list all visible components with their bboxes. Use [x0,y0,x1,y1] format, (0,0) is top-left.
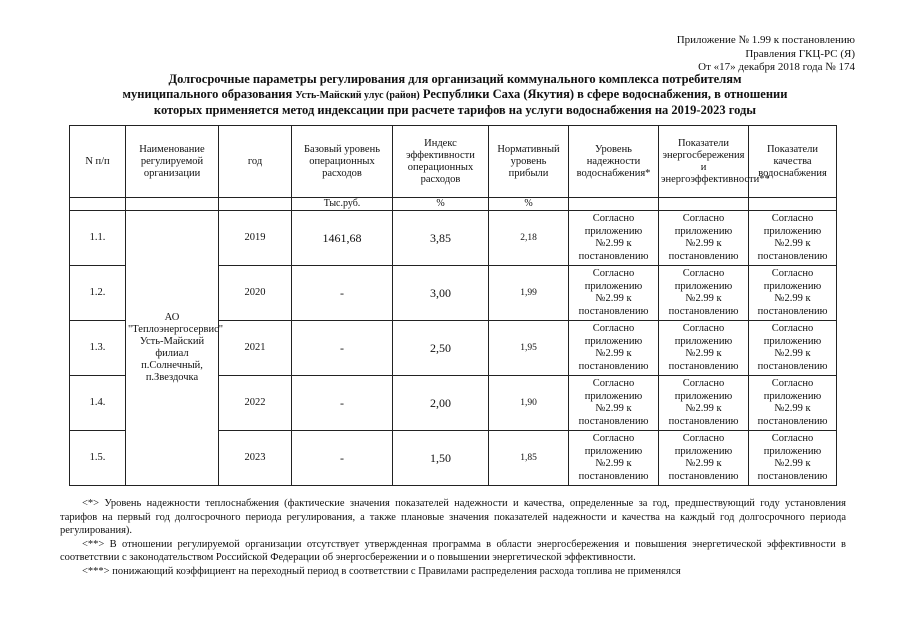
row-year: 2021 [219,321,292,376]
footnote-1: <*> Уровень надежности теплоснабжения (фактические значения показателей надежности и качества, определенные за год, предшествующий году установления тарифов на первый год долгосрочного периода регулирования, а также плановые значения показателей надежности и качества на каждый год долгосрочного периода регулирования). [60,498,846,536]
efficiency-index: 2,50 [393,321,489,376]
unit-cell [659,198,749,211]
document-title [60,72,850,118]
quality-ref: Согласно приложению №2.99 к постановлению [749,211,837,266]
header-cell: Показатели качества водоснабжения [749,126,837,198]
title-municipality: Усть-Майский улус (район) [295,90,420,101]
quality-ref: Согласно приложению №2.99 к постановлению [749,376,837,431]
unit-cell: % [489,198,569,211]
approval-line-1: Приложение № 1.99 к постановлению [676,34,855,46]
header-cell: Наименование регулируемой организации [126,126,219,198]
row-number: 1.5. [70,431,126,486]
energy-saving-ref: Согласно приложению №2.99 к постановлению [659,266,749,321]
table-row [70,211,837,266]
unit-cell [219,198,292,211]
energy-saving-ref: Согласно приложению №2.99 к постановлению [659,321,749,376]
row-number: 1.3. [70,321,126,376]
energy-saving-ref: Согласно приложению №2.99 к постановлению [659,376,749,431]
title-line-2-a: муниципального образования [122,87,293,101]
approval-line-2: Правления ГКЦ-РС (Я) [745,47,855,60]
profit-level: 2,18 [489,211,569,266]
unit-cell: Тыс.руб. [292,198,393,211]
title-line-2-b: Республики Саха (Якутия) в сфере водоснабжения, в отношении [422,87,788,101]
footnote-2: <**> В отношении регулируемой организации отсутствует утвержденная программа в области энергосбережения и повышения энергетической эффективности в соответствии с законодательством Российской Федерации об энергосбережении и о повышении энергетической эффективности. [60,538,846,563]
title-line-2 [60,87,850,103]
profit-level: 1,99 [489,266,569,321]
efficiency-index: 3,00 [393,266,489,321]
efficiency-index: 2,00 [393,376,489,431]
base-opex: - [292,431,393,486]
approval-header [555,34,855,75]
title-line-3: которых применяется метод индексации при расчете тарифов на услуги водоснабжения на 2019-2023 годы [153,103,757,117]
header-cell: год [219,126,292,198]
quality-ref: Согласно приложению №2.99 к постановлению [749,431,837,486]
profit-level: 1,85 [489,431,569,486]
reliability-ref: Согласно приложению №2.99 к постановлению [569,266,659,321]
units-row [70,198,837,211]
reliability-ref: Согласно приложению №2.99 к постановлению [569,431,659,486]
unit-cell [569,198,659,211]
reliability-ref: Согласно приложению №2.99 к постановлению [569,211,659,266]
unit-cell [126,198,219,211]
header-cell: Индекс эффективности операционных расходов [393,126,489,198]
unit-cell [749,198,837,211]
parameters-table [69,125,837,486]
header-cell: Базовый уровень операционных расходов [292,126,393,198]
header-cell: Нормативный уровень прибыли [489,126,569,198]
base-opex: - [292,266,393,321]
profit-level: 1,90 [489,376,569,431]
base-opex: - [292,376,393,431]
reliability-ref: Согласно приложению №2.99 к постановлению [569,376,659,431]
header-row [70,126,837,198]
header-cell: Показатели энергосбережения и энергоэффективности** [659,126,749,198]
profit-level: 1,95 [489,321,569,376]
approval-line-3: От «17» декабря 2018 года № 174 [698,61,855,73]
row-year: 2023 [219,431,292,486]
reliability-ref: Согласно приложению №2.99 к постановлению [569,321,659,376]
row-number: 1.2. [70,266,126,321]
row-year: 2019 [219,211,292,266]
unit-cell [70,198,126,211]
row-number: 1.1. [70,211,126,266]
energy-saving-ref: Согласно приложению №2.99 к постановлению [659,431,749,486]
header-cell: N п/п [70,126,126,198]
title-line-1: Долгосрочные параметры регулирования для организаций коммунального комплекса потребителям [168,72,742,86]
row-year: 2020 [219,266,292,321]
row-year: 2022 [219,376,292,431]
header-cell: Уровень надежности водоснабжения* [569,126,659,198]
footnotes [60,497,846,578]
base-opex: - [292,321,393,376]
base-opex: 1461,68 [292,211,393,266]
organization-name: АО "Теплоэнергосервис" Усть-Майский филиал п.Солнечный, п.Звездочка [126,211,219,486]
unit-cell: % [393,198,489,211]
efficiency-index: 1,50 [393,431,489,486]
footnote-3: <***> понижающий коэффициент на переходный период в соответствии с Правилами распределения расхода топлива не применялся [82,565,681,577]
efficiency-index: 3,85 [393,211,489,266]
quality-ref: Согласно приложению №2.99 к постановлению [749,266,837,321]
energy-saving-ref: Согласно приложению №2.99 к постановлению [659,211,749,266]
quality-ref: Согласно приложению №2.99 к постановлению [749,321,837,376]
row-number: 1.4. [70,376,126,431]
